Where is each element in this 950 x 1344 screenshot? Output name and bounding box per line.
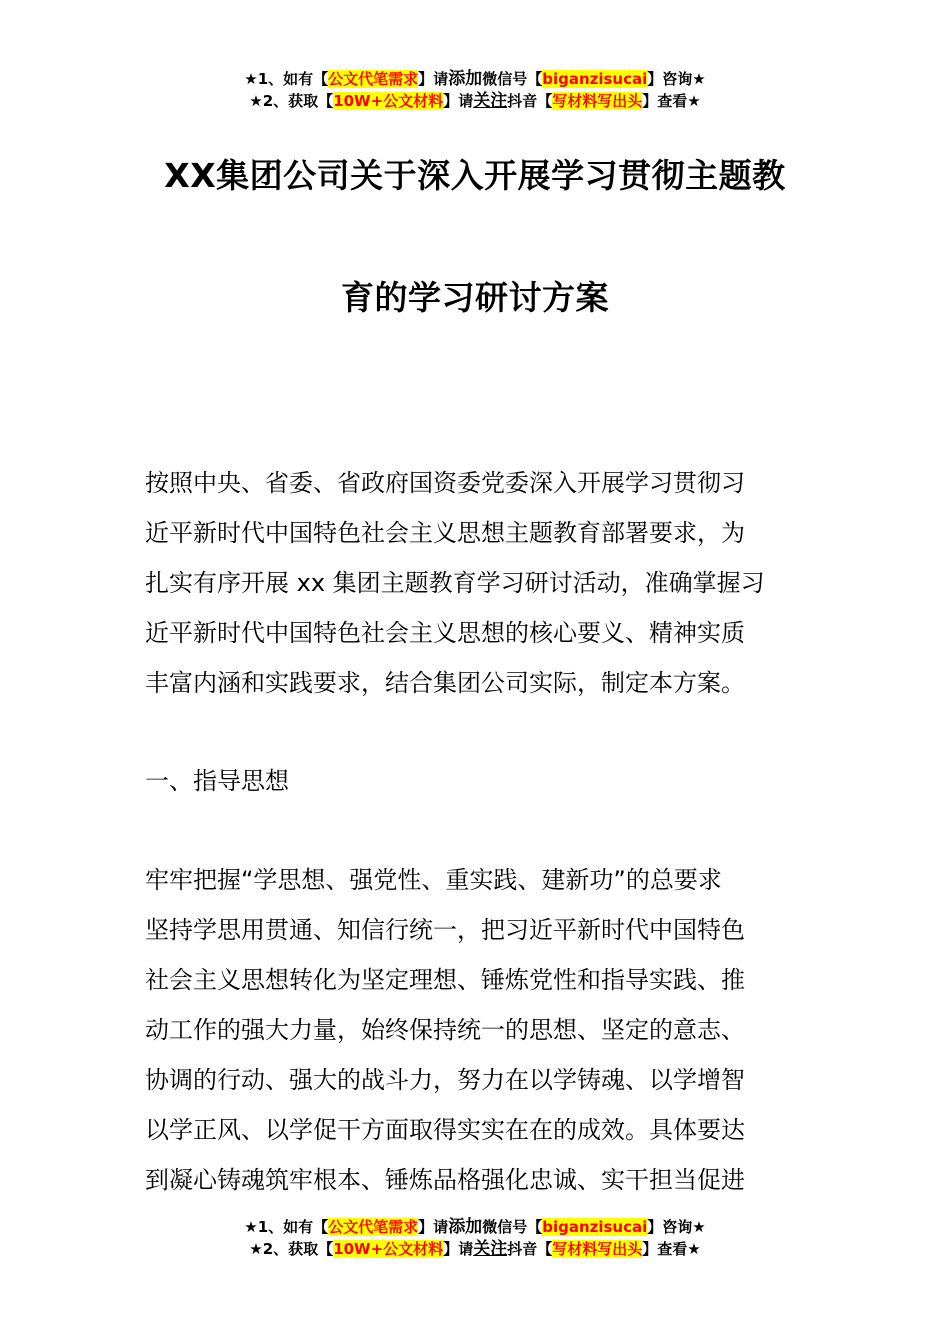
paragraph-line: 扎实有序开展 xx 集团主题教育学习研讨活动，准确掌握习 <box>145 569 765 597</box>
paragraph-line: 按照中央、省委、省政府国资委党委深入开展学习贯彻习 <box>145 469 745 497</box>
banner-wechat-id: biganzisucai <box>542 70 648 88</box>
banner-highlight: 10W+公文材料 <box>333 1240 444 1258</box>
intro-paragraph <box>145 458 810 708</box>
banner-wechat-id: biganzisucai <box>542 1218 648 1236</box>
banner-douyin-id: 写材料写出头 <box>552 92 643 110</box>
banner-highlight: 10W+公文材料 <box>333 92 444 110</box>
paragraph-line: 以学正风、以学促干方面取得实实在在的成效。具体要达 <box>145 1116 745 1144</box>
section-heading-guiding-ideology: 一、指导思想 <box>145 767 289 795</box>
banner-highlight: 公文代笔需求 <box>328 1218 419 1236</box>
paragraph-line: 社会主义思想转化为坚定理想、锤炼党性和指导实践、推 <box>145 966 745 994</box>
paragraph-line: 到凝心铸魂筑牢根本、锤炼品格强化忠诚、实干担当促进 <box>145 1166 745 1194</box>
guiding-ideology-paragraph <box>145 855 810 1205</box>
banner-line-2: ★2、获取【10W+公文材料】请关注抖音【写材料写出头】查看★ <box>249 1239 701 1259</box>
paragraph-line: 丰富内涵和实践要求，结合集团公司实际，制定本方案。 <box>145 669 745 697</box>
banner-line-1: ★1、如有【公文代笔需求】请添加微信号【biganzisucai】咨询★ <box>244 1217 706 1237</box>
paragraph-line: 坚持学思用贯通、知信行统一，把习近平新时代中国特色 <box>145 916 745 944</box>
banner-line-2: ★2、获取【10W+公文材料】请关注抖音【写材料写出头】查看★ <box>249 91 701 111</box>
banner-douyin-id: 写材料写出头 <box>552 1240 643 1258</box>
document-title-line-1: XX集团公司关于深入开展学习贯彻主题教 <box>164 156 786 195</box>
paragraph-line: 协调的行动、强大的战斗力，努力在以学铸魂、以学增智 <box>145 1066 745 1094</box>
banner-highlight: 公文代笔需求 <box>328 70 419 88</box>
paragraph-line: 近平新时代中国特色社会主义思想主题教育部署要求，为 <box>145 519 745 547</box>
paragraph-line: 近平新时代中国特色社会主义思想的核心要义、精神实质 <box>145 619 745 647</box>
banner-line-1: ★1、如有【公文代笔需求】请添加微信号【biganzisucai】咨询★ <box>244 69 706 89</box>
paragraph-line: 动工作的强大力量，始终保持统一的思想、坚定的意志、 <box>145 1016 745 1044</box>
top-ad-banner <box>0 68 950 112</box>
paragraph-line: 牢牢把握“学思想、强党性、重实践、建新功”的总要求 <box>145 866 722 894</box>
bottom-ad-banner <box>0 1216 950 1260</box>
document-title-line-2: 育的学习研讨方案 <box>341 278 609 317</box>
